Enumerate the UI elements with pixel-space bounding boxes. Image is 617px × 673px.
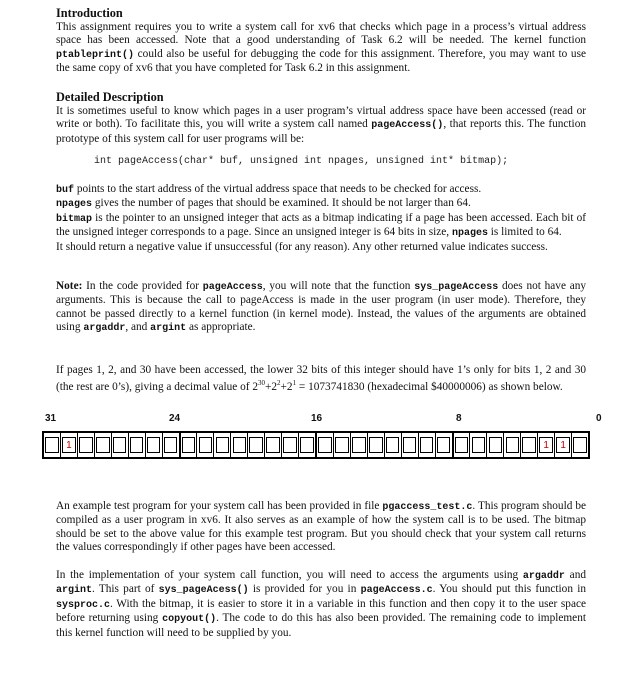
bit-value xyxy=(489,437,502,454)
bitmap-description: bitmap is the pointer to an unsigned integer that acts as a bitmap indicating if a page has been accessed. Each bit of the unsigned integer corresponds to a page. Since an unsigned integer is 64 bits in size, npages is limited to 64. xyxy=(56,211,586,240)
bit-cell xyxy=(367,433,384,457)
bit-value xyxy=(216,437,229,454)
example-paragraph: If pages 1, 2, and 30 have been accessed, the lower 32 bits of this integer should have 1’s only for bits 1, 2 and 30 (the rest are 0’s), giving a decimal value of $2^{30}+2^2+2^1 = 1073741830$ (hexadecimal $40000006) as shown below. xyxy=(56,364,586,394)
bit-value xyxy=(522,437,535,454)
bit-value xyxy=(113,437,126,454)
bit-cell xyxy=(486,433,503,457)
bit-cell xyxy=(298,433,315,457)
parameters-section xyxy=(56,183,586,254)
bit-value xyxy=(352,437,365,454)
bit-value xyxy=(164,437,177,454)
bit-value xyxy=(386,437,399,454)
bit-cell xyxy=(384,433,401,457)
bit-label-31: 31 xyxy=(45,413,57,424)
bit-cell xyxy=(179,433,197,457)
bit-value xyxy=(79,437,92,454)
implementation-paragraph: In the implementation of your system call function, you will need to access the arguments using argaddr and argint. This part of sys_pageAcess() is provided for you in pageAccess.c. You should put this function in sysproc.c. With the bitmap, it is easier to store it in a variable in this function and then copy it to the user space before returning using copyout(). The code to do this has also been provided. The remaining code to implement this kernel function will need to be supplied by you. xyxy=(56,569,586,639)
bit-cell xyxy=(452,433,470,457)
bit-value: 1 xyxy=(539,437,552,454)
bit-cell xyxy=(281,433,298,457)
bit-cell xyxy=(111,433,128,457)
bit-cell xyxy=(435,433,452,457)
function-prototype: int pageAccess(char* buf, unsigned int npages, unsigned int* bitmap); xyxy=(94,156,509,167)
bit-cell xyxy=(128,433,145,457)
bit-value xyxy=(573,437,586,454)
bit-cell xyxy=(94,433,111,457)
bit-value xyxy=(335,437,348,454)
bit-cell xyxy=(537,433,554,457)
bit-cell xyxy=(401,433,418,457)
introduction-section xyxy=(56,6,586,76)
bit-label-0: 0 xyxy=(596,413,602,424)
bit-value xyxy=(199,437,212,454)
bit-value xyxy=(283,437,296,454)
bit-cell xyxy=(554,433,571,457)
bit-cell xyxy=(162,433,179,457)
bit-value xyxy=(420,437,433,454)
bit-cell xyxy=(418,433,435,457)
bit-value xyxy=(455,437,468,454)
bit-cell xyxy=(230,433,247,457)
bit-value xyxy=(506,437,519,454)
bitmap-figure xyxy=(42,413,602,451)
bit-value xyxy=(300,437,313,454)
bit-cell xyxy=(44,433,60,457)
bit-cell xyxy=(520,433,537,457)
bit-labels xyxy=(42,413,602,427)
bit-cell xyxy=(315,433,333,457)
bit-value: 1 xyxy=(62,437,75,454)
detailed-description-section xyxy=(56,90,586,146)
introduction-heading: Introduction xyxy=(56,6,123,20)
bit-label-24: 24 xyxy=(169,413,181,424)
note-paragraph: Note: In the code provided for pageAccess, you will note that the function sys_pageAccess does not have any arguments. This is because the call to pageAccess is made in the user program (in user mode). Therefore, they cannot be passed directly to a kernel function (in kernel mode). Instead, the values of the arguments are obtained using argaddr, and argint as appropriate. xyxy=(56,280,587,335)
bit-cell xyxy=(264,433,281,457)
return-description: It should return a negative value if unsuccessful (for any reason). Any other returned value indicates success. xyxy=(56,240,548,253)
bit-label-8: 8 xyxy=(456,413,462,424)
bit-cell xyxy=(145,433,162,457)
implementation-section xyxy=(56,569,586,640)
test-program-section xyxy=(56,500,586,555)
note-section xyxy=(56,280,586,336)
bit-value xyxy=(96,437,109,454)
bit-cell xyxy=(213,433,230,457)
bit-cell xyxy=(247,433,264,457)
bit-cell xyxy=(196,433,213,457)
bit-value xyxy=(318,437,331,454)
npages-description: npages gives the number of pages that should be examined. It should be not larger than 64. xyxy=(56,197,471,211)
bit-cell xyxy=(333,433,350,457)
bit-value xyxy=(45,437,58,454)
bit-value: 1 xyxy=(556,437,569,454)
bit-label-16: 16 xyxy=(311,413,323,424)
bit-cell xyxy=(350,433,367,457)
detailed-description-heading: Detailed Description xyxy=(56,90,164,104)
buf-description: buf points to the start address of the virtual address space that needs to be checked for access. xyxy=(56,183,482,196)
bit-value xyxy=(437,437,450,454)
example-section xyxy=(56,364,586,395)
bit-cell xyxy=(60,433,77,457)
test-program-paragraph: An example test program for your system call has been provided in file pgaccess_test.c. This program should be compiled as a user program in xv6. It also serves as an example of how the system call is to be used. The bitmap should be set to the above value for this example test program. But you should check that your system call returns the values correspondingly if other pages have been accessed. xyxy=(56,500,586,554)
bit-value xyxy=(233,437,246,454)
bit-value xyxy=(147,437,160,454)
detailed-description-paragraph: It is sometimes useful to know which pages in a user program’s virtual address space have been accessed (read or write or both). To facilitate this, you will write a system call named pageAccess(), that reports this. The function prototype of this system call for user programs will be: xyxy=(56,105,586,145)
bit-value xyxy=(472,437,485,454)
introduction-paragraph: This assignment requires you to write a system call for xv6 that checks which page in a process’s virtual address space has been accessed. Note that a good understanding of Task 6.2 will be needed. The kernel function ptableprint() could also be useful for debugging the code for this assignment. Therefore, you may want to use the same copy of xv6 that you have completed for Task 6.2 in this assignment. xyxy=(56,21,586,75)
bit-value xyxy=(369,437,382,454)
bit-value xyxy=(403,437,416,454)
bit-value xyxy=(130,437,143,454)
bit-cells-row xyxy=(42,431,590,459)
bit-cell xyxy=(77,433,94,457)
bit-value xyxy=(182,437,195,454)
bit-cell xyxy=(469,433,486,457)
bit-value xyxy=(266,437,279,454)
bit-value xyxy=(249,437,262,454)
bit-cell xyxy=(503,433,520,457)
bit-cell xyxy=(571,433,588,457)
